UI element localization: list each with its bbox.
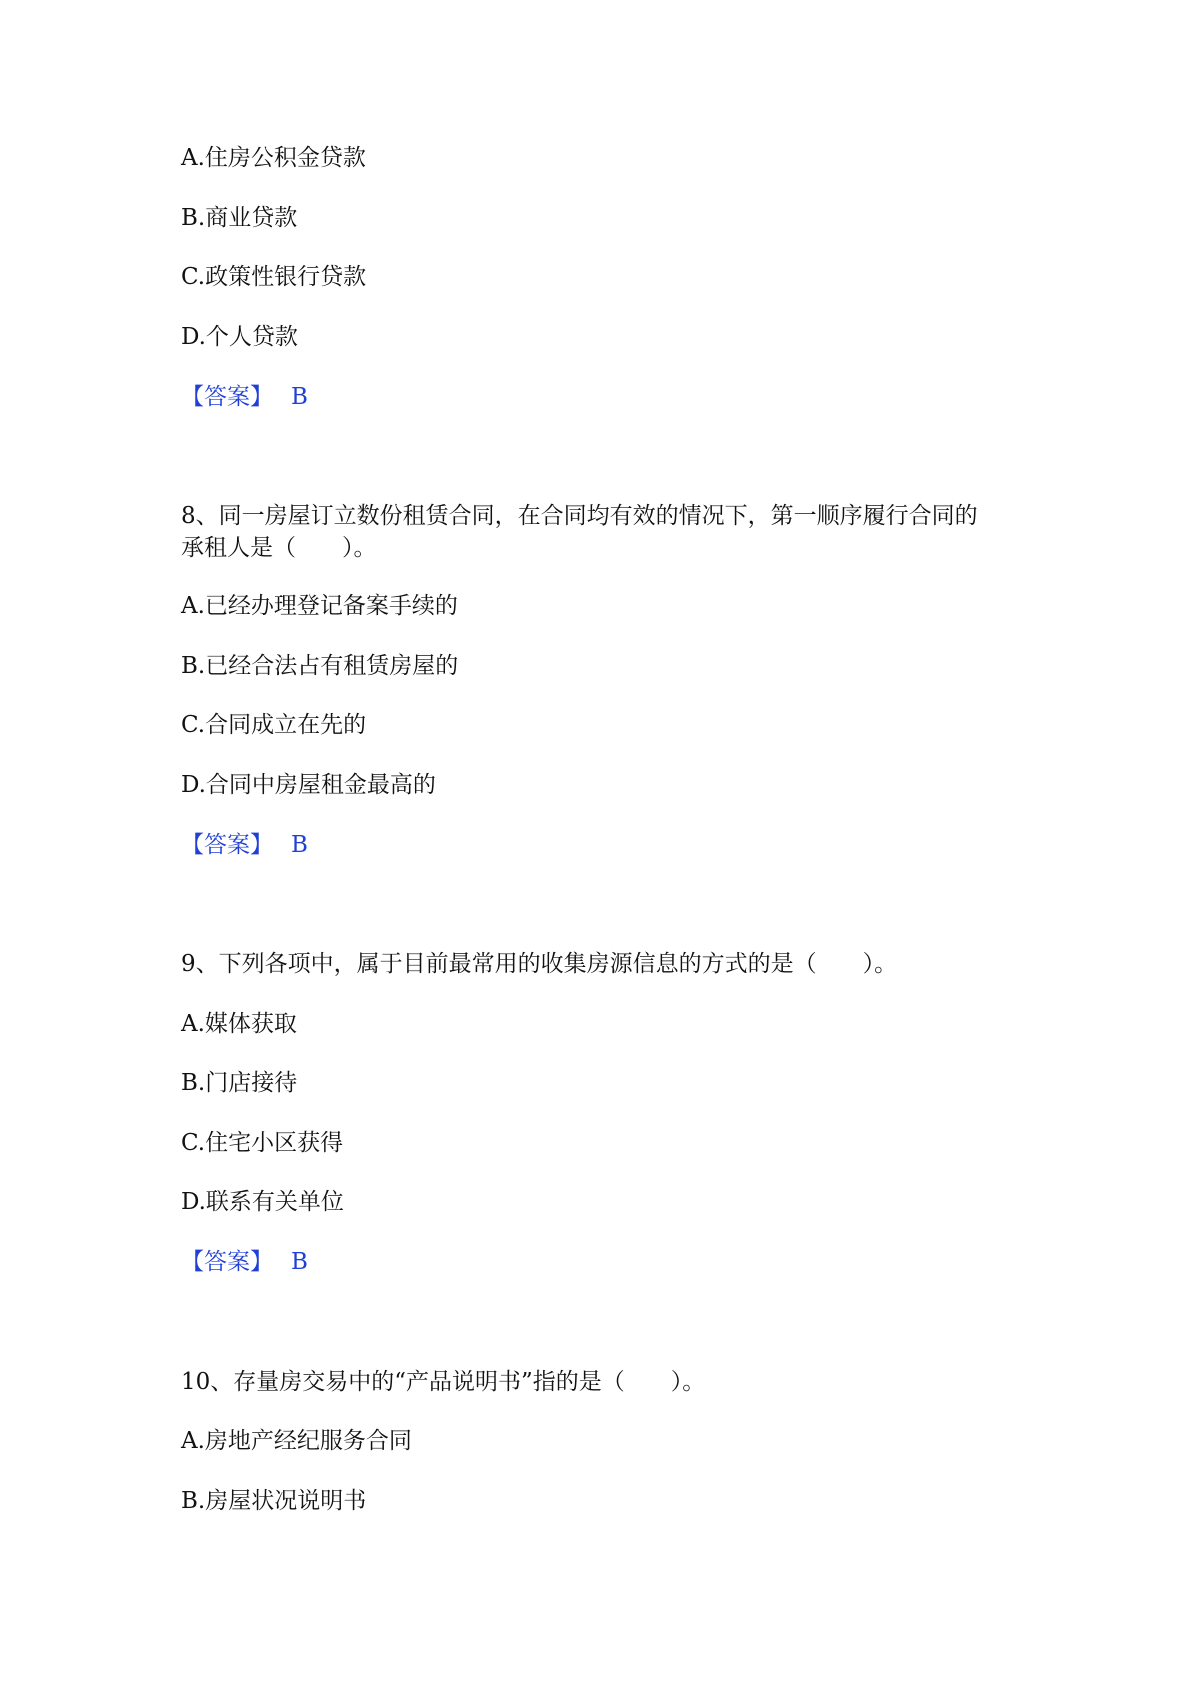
- q7-option-b: B.商业贷款: [181, 205, 298, 231]
- answer-label: 【答案】: [181, 832, 273, 858]
- q10-option-a: A.房地产经纪服务合同: [181, 1428, 412, 1454]
- q7-option-d: D.个人贷款: [181, 324, 298, 350]
- q9-answer: [181, 1246, 308, 1278]
- q8-option-c: C.合同成立在先的: [181, 712, 367, 738]
- q9-option-a: A.媒体获取: [181, 1011, 297, 1037]
- answer-label: 【答案】: [181, 384, 273, 410]
- q10-option-b: B.房屋状况说明书: [181, 1488, 367, 1514]
- answer-value: B: [291, 832, 308, 858]
- answer-value: B: [291, 384, 308, 410]
- q9-option-c: C.住宅小区获得: [181, 1130, 344, 1156]
- q9-option-b: B.门店接待: [181, 1070, 298, 1096]
- answer-label: 【答案】: [181, 1249, 273, 1275]
- q10-stem: 10、存量房交易中的“产品说明书”指的是（ ）。: [181, 1369, 706, 1395]
- q7-option-a: A.住房公积金贷款: [181, 145, 366, 171]
- q8-stem-line2: 承租人是（ ）。: [181, 535, 377, 561]
- q9-stem: 9、下列各项中，属于目前最常用的收集房源信息的方式的是（ ）。: [181, 951, 898, 977]
- q8-option-d: D.合同中房屋租金最高的: [181, 772, 436, 798]
- q8-option-b: B.已经合法占有租赁房屋的: [181, 653, 459, 679]
- q9-option-d: D.联系有关单位: [181, 1189, 344, 1215]
- q8-answer: [181, 829, 308, 861]
- q8-stem-line1: 8、同一房屋订立数份租赁合同，在合同均有效的情况下，第一顺序履行合同的: [181, 503, 978, 529]
- q8-option-a: A.已经办理登记备案手续的: [181, 593, 458, 619]
- answer-value: B: [291, 1249, 308, 1275]
- q7-answer: [181, 381, 308, 413]
- q7-option-c: C.政策性银行贷款: [181, 264, 367, 290]
